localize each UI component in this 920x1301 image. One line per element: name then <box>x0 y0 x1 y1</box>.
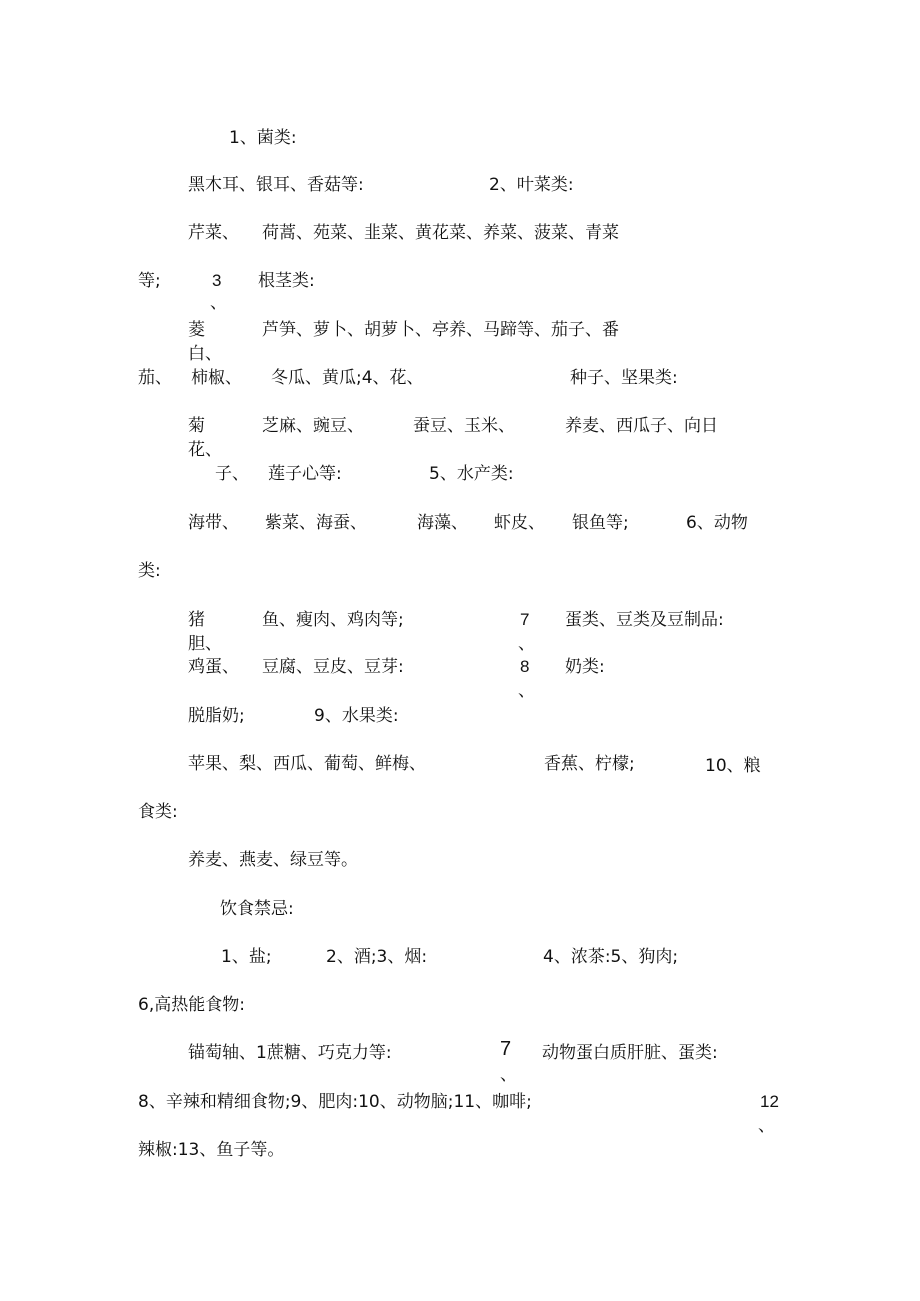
text-fruits-a: 苹果、梨、西瓜、葡萄、鲜梅、 <box>188 754 426 774</box>
separator-12: 、 <box>758 1116 775 1136</box>
heading-grains: 10、粮 <box>705 756 761 776</box>
text-dairy: 脱脂奶; <box>188 706 245 726</box>
text-seeds-c: 蚕豆、玉米、 <box>413 416 515 436</box>
heading-dairy: 奶类: <box>565 657 605 677</box>
text-animal-a2: 胆、 <box>188 634 222 654</box>
text-grains: 养麦、燕麦、绿豆等。 <box>188 850 358 870</box>
text-seeds-a: 菊 <box>188 416 205 436</box>
text-root-b: 芦笋、萝卜、胡萝卜、亭养、马蹄等、茄子、番 <box>262 320 619 340</box>
heading-root-stem: 根茎类: <box>258 271 315 291</box>
text-leafy-items-a: 芹菜、 <box>188 223 239 243</box>
number-3: 3 <box>212 271 222 290</box>
text-seeds-e: 子、 <box>215 464 249 484</box>
text-root-c: 茄、 <box>138 368 172 388</box>
text-leafy-end: 等; <box>138 271 161 291</box>
text-aquatic-a: 海带、 <box>188 513 239 533</box>
heading-dietary-taboos: 饮食禁忌: <box>220 899 294 919</box>
text-root-a: 菱 <box>188 320 205 340</box>
text-eggs-a: 鸡蛋、 <box>188 657 239 677</box>
text-taboo-4-5: 4、浓茶:5、狗肉; <box>543 947 679 967</box>
separator-7: 、 <box>518 634 535 654</box>
text-aquatic-e: 银鱼等; <box>572 513 629 533</box>
text-root-a2: 白、 <box>188 344 222 364</box>
text-animal-a: 猪 <box>188 610 205 630</box>
heading-fungi: 1、菌类: <box>229 128 297 148</box>
heading-fruits: 9、水果类: <box>314 706 399 726</box>
heading-eggs-beans: 蛋类、豆类及豆制品: <box>565 610 724 630</box>
heading-seeds-nuts: 种子、坚果类: <box>570 368 678 388</box>
text-root-d: 柿椒、 <box>191 368 242 388</box>
number-7-taboo: 7 <box>500 1038 512 1060</box>
heading-animal: 6、动物 <box>686 513 748 533</box>
text-root-e: 冬瓜、黄瓜;4、花、 <box>271 368 424 388</box>
text-taboo-7-items: 动物蛋白质肝脏、蛋类: <box>542 1043 718 1063</box>
text-taboo-6-items: 锚萄轴、1蔗糖、巧克力等: <box>188 1043 392 1063</box>
text-fungi-items: 黑木耳、银耳、香菇等: <box>188 175 364 195</box>
text-eggs-b: 豆腐、豆皮、豆芽: <box>262 657 404 677</box>
heading-aquatic: 5、水产类: <box>429 464 514 484</box>
text-taboo-8-11: 8、辛辣和精细食物;9、肥肉:10、动物脑;11、咖啡; <box>138 1092 532 1112</box>
text-taboo-1: 1、盐; <box>221 947 272 967</box>
text-seeds-f: 莲子心等: <box>268 464 342 484</box>
text-aquatic-d: 虾皮、 <box>494 513 545 533</box>
text-leafy-items-b: 荷蒿、苑菜、韭菜、黄花菜、养菜、菠菜、青菜 <box>262 223 619 243</box>
number-8: 8 <box>520 657 530 676</box>
text-aquatic-c: 海藻、 <box>417 513 468 533</box>
text-seeds-b: 芝麻、豌豆、 <box>262 416 364 436</box>
text-fruits-b: 香蕉、柠檬; <box>544 754 635 774</box>
text-animal-b: 鱼、瘦肉、鸡肉等; <box>262 610 404 630</box>
heading-grains-end: 食类: <box>138 802 178 822</box>
text-taboo-12-13: 辣椒:13、鱼子等。 <box>138 1140 285 1160</box>
heading-leafy-vegetables: 2、叶菜类: <box>489 175 574 195</box>
text-aquatic-b: 紫菜、海蚕、 <box>265 513 367 533</box>
text-seeds-a2: 花、 <box>188 440 222 460</box>
text-taboo-6: 6,高热能食物: <box>138 995 245 1015</box>
text-seeds-d: 养麦、西瓜子、向日 <box>565 416 718 436</box>
number-12: 12 <box>760 1092 779 1111</box>
separator-3: 、 <box>210 293 227 313</box>
separator-7-taboo: 、 <box>500 1065 517 1085</box>
text-taboo-2-3: 2、酒;3、烟: <box>326 947 428 967</box>
separator-8: 、 <box>518 681 535 701</box>
number-7: 7 <box>520 610 530 629</box>
heading-animal-end: 类: <box>138 561 161 581</box>
